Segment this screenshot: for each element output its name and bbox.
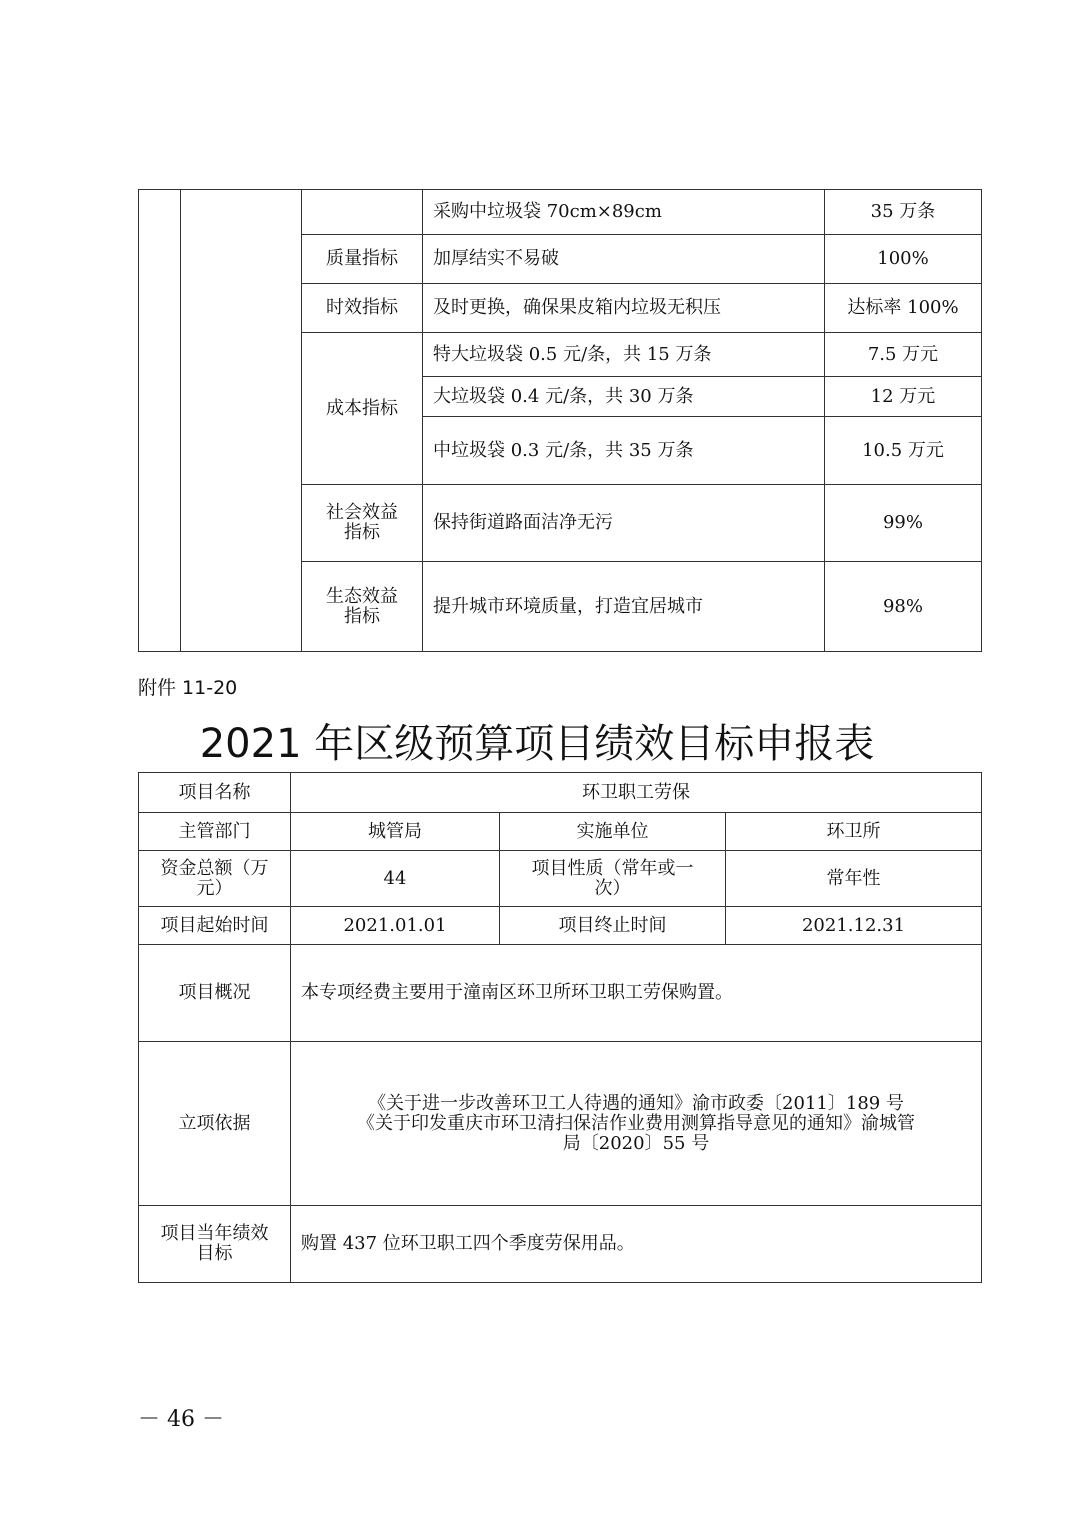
dept-value: 城管局 bbox=[291, 813, 500, 851]
indicator-type-line: 指标 bbox=[344, 605, 380, 627]
nature-value: 常年性 bbox=[726, 851, 982, 907]
field-label: 立项依据 bbox=[139, 1042, 291, 1206]
basis-line: 《关于印发重庆市环卫清扫保洁作业费用测算指导意见的通知》渝城管 bbox=[357, 1112, 915, 1134]
indicator-cell bbox=[302, 190, 423, 235]
field-label-line: 资金总额（万 bbox=[160, 857, 269, 879]
field-label bbox=[139, 851, 291, 907]
indicator-type-line: 指标 bbox=[344, 522, 380, 543]
funds-value: 44 bbox=[291, 851, 500, 907]
indicator-value: 7.5 万元 bbox=[825, 333, 982, 377]
field-label: 项目概况 bbox=[139, 945, 291, 1042]
indicator-type: 时效指标 bbox=[302, 284, 423, 333]
indicator-value: 100% bbox=[825, 235, 982, 284]
field-label-line: 次） bbox=[594, 877, 631, 899]
page-number: － 46 － bbox=[138, 1407, 224, 1432]
indicator-type: 质量指标 bbox=[302, 235, 423, 284]
indicator-type bbox=[302, 562, 423, 652]
performance-indicator-table bbox=[138, 189, 982, 652]
indicator-value: 10.5 万元 bbox=[825, 417, 982, 485]
unit-value: 环卫所 bbox=[726, 813, 982, 851]
indicator-content: 提升城市环境质量，打造宜居城市 bbox=[423, 562, 825, 652]
basis-text bbox=[291, 1042, 982, 1206]
indicator-value: 35 万条 bbox=[825, 190, 982, 235]
field-label: 项目终止时间 bbox=[500, 907, 726, 945]
indicator-content: 采购中垃圾袋 70cm×89cm bbox=[423, 190, 825, 235]
field-label: 主管部门 bbox=[139, 813, 291, 851]
indicator-content: 中垃圾袋 0.3 元/条，共 35 万条 bbox=[423, 417, 825, 485]
basis-line: 《关于进一步改善环卫工人待遇的通知》渝市政委〔2011〕189 号 bbox=[368, 1092, 904, 1114]
field-label: 项目起始时间 bbox=[139, 907, 291, 945]
indicator-value: 98% bbox=[825, 562, 982, 652]
indicator-value: 达标率 100% bbox=[825, 284, 982, 333]
field-label bbox=[139, 1206, 291, 1283]
attachment-label: 附件 11-20 bbox=[138, 677, 238, 699]
field-label: 实施单位 bbox=[500, 813, 726, 851]
indicator-content: 保持街道路面洁净无污 bbox=[423, 485, 825, 562]
start-date: 2021.01.01 bbox=[291, 907, 500, 945]
field-label-line: 项目性质（常年或一 bbox=[531, 857, 694, 879]
indicator-content: 及时更换，确保果皮箱内垃圾无积压 bbox=[423, 284, 825, 333]
blank-cell bbox=[139, 190, 181, 652]
project-name: 环卫职工劳保 bbox=[291, 773, 982, 813]
indicator-content: 特大垃圾袋 0.5 元/条，共 15 万条 bbox=[423, 333, 825, 377]
overview-text: 本专项经费主要用于潼南区环卫所环卫职工劳保购置。 bbox=[291, 945, 982, 1042]
field-label-line: 项目当年绩效 bbox=[160, 1223, 269, 1244]
blank-cell bbox=[181, 190, 302, 652]
form-title: 2021 年区级预算项目绩效目标申报表 bbox=[199, 721, 875, 767]
end-date: 2021.12.31 bbox=[726, 907, 982, 945]
field-label: 项目名称 bbox=[139, 773, 291, 813]
basis-line: 局〔2020〕55 号 bbox=[562, 1132, 710, 1154]
field-label-line: 目标 bbox=[196, 1243, 233, 1264]
indicator-content: 加厚结实不易破 bbox=[423, 235, 825, 284]
indicator-value: 99% bbox=[825, 485, 982, 562]
field-label bbox=[500, 851, 726, 907]
project-form-table bbox=[138, 772, 982, 1283]
indicator-type bbox=[302, 485, 423, 562]
indicator-type: 成本指标 bbox=[302, 333, 423, 485]
indicator-value: 12 万元 bbox=[825, 377, 982, 417]
field-label-line: 元） bbox=[196, 877, 233, 899]
indicator-type-line: 社会效益 bbox=[326, 502, 398, 523]
goal-text: 购置 437 位环卫职工四个季度劳保用品。 bbox=[291, 1206, 982, 1283]
indicator-type-line: 生态效益 bbox=[326, 585, 398, 607]
indicator-content: 大垃圾袋 0.4 元/条，共 30 万条 bbox=[423, 377, 825, 417]
